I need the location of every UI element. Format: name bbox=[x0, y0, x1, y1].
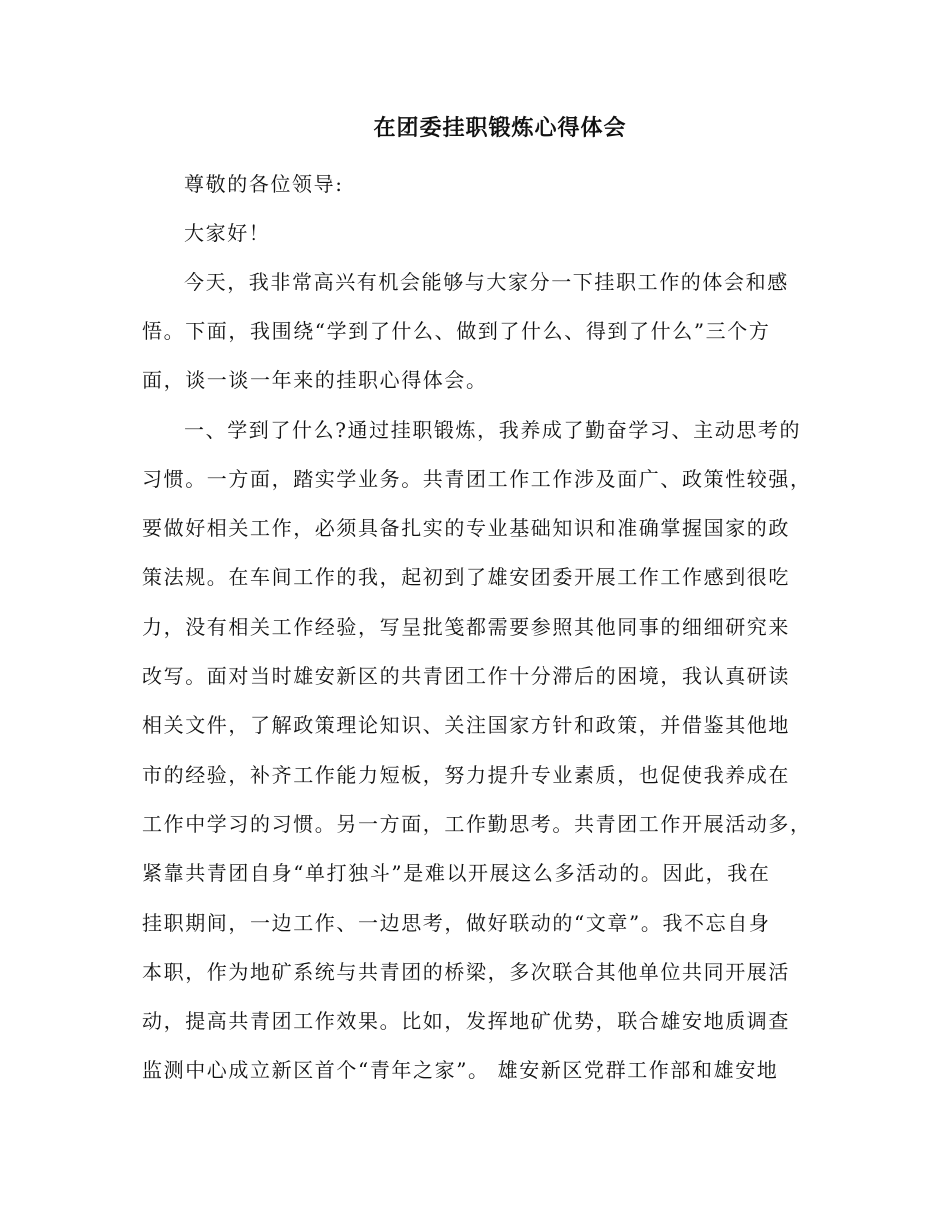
text-line: 紧靠共青团自身“单打独斗”是难以开展这么多活动的。因此，我在 bbox=[142, 861, 771, 885]
text-line: 挂职期间，一边工作、一边思考，做好联动的“文章”。我不忘自身 bbox=[142, 911, 771, 935]
salutation: 尊敬的各位领导: bbox=[184, 172, 344, 196]
text-line: 市的经验，补齐工作能力短板，努力提升专业素质，也促使我养成在 bbox=[142, 763, 790, 787]
text-line: 策法规。在车间工作的我，起初到了雄安团委开展工作工作感到很吃 bbox=[142, 565, 790, 589]
text-line: 一、学到了什么?通过挂职锻炼，我养成了勤奋学习、主动思考的 bbox=[184, 418, 802, 442]
greeting: 大家好！ bbox=[184, 221, 271, 245]
text-line: 本职，作为地矿系统与共青团的桥梁，多次联合其他单位共同开展活 bbox=[142, 960, 790, 984]
text-line: 监测中心成立新区首个“青年之家”。 雄安新区党群工作部和雄安地 bbox=[142, 1058, 779, 1082]
text-line: 改写。面对当时雄安新区的共青团工作十分滞后的困境，我认真研读 bbox=[142, 664, 790, 688]
text-line: 悟。下面，我围绕“学到了什么、做到了什么、得到了什么”三个方 bbox=[142, 319, 771, 343]
text-line: 工作中学习的习惯。另一方面，工作勤思考。共青团工作开展活动多， bbox=[142, 812, 812, 836]
page-title: 在团委挂职锻炼心得体会 bbox=[373, 115, 627, 141]
text-line: 面，谈一谈一年来的挂职心得体会。 bbox=[142, 368, 488, 392]
text-line: 动，提高共青团工作效果。比如，发挥地矿优势，联合雄安地质调查 bbox=[142, 1009, 790, 1033]
text-line: 习惯。一方面，踏实学业务。共青团工作工作涉及面广、政策性较强， bbox=[142, 467, 812, 491]
text-line: 今天，我非常高兴有机会能够与大家分一下挂职工作的体会和感 bbox=[184, 270, 789, 294]
text-line: 相关文件，了解政策理论知识、关注国家方针和政策，并借鉴其他地 bbox=[142, 713, 790, 737]
text-line: 要做好相关工作，必须具备扎实的专业基础知识和准确掌握国家的政 bbox=[142, 516, 790, 540]
text-line: 力，没有相关工作经验，写呈批笺都需要参照其他同事的细细研究来 bbox=[142, 615, 790, 639]
